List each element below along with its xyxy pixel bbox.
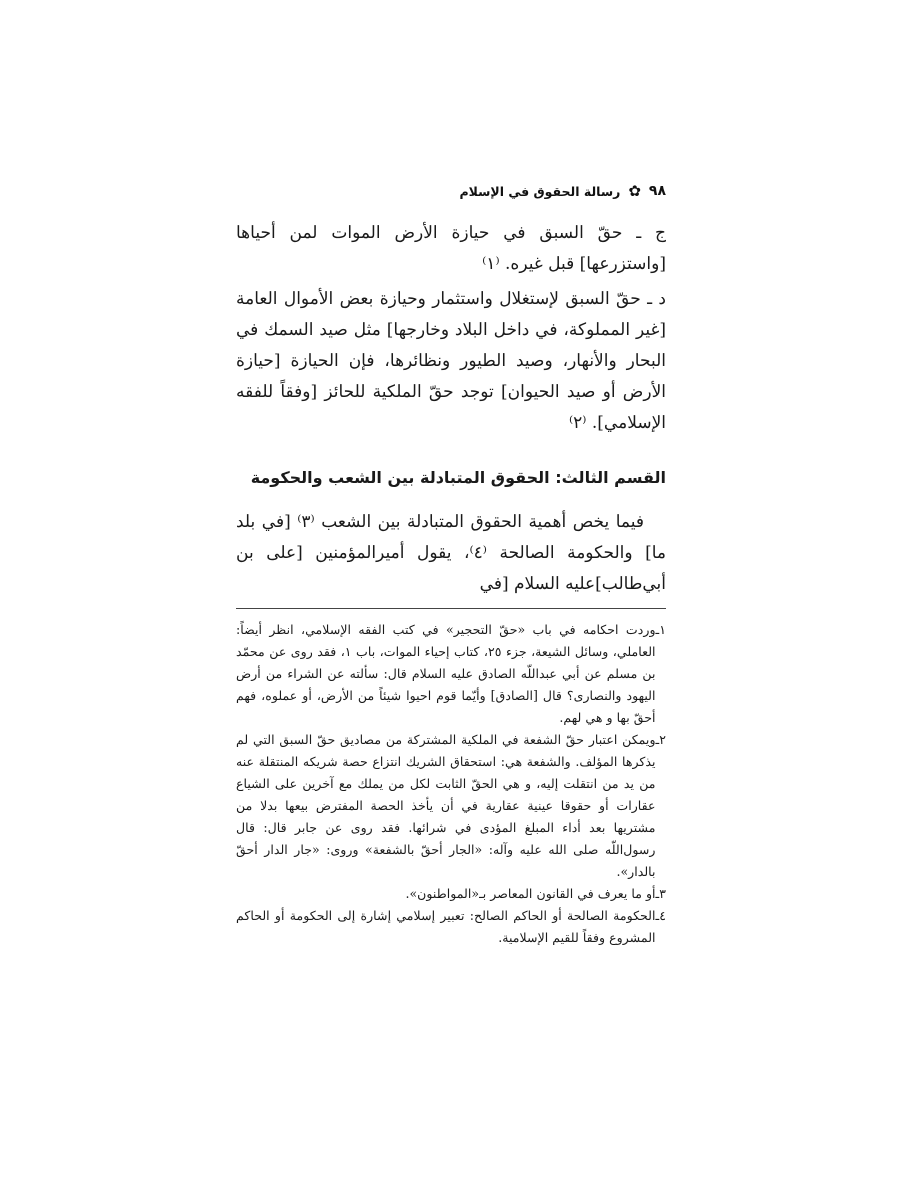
footnote-divider bbox=[236, 608, 666, 609]
section-heading: القسم الثالث: الحقوق المتبادلة بين الشعب والحكومة bbox=[250, 468, 666, 487]
book-page bbox=[236, 178, 666, 949]
footnotes bbox=[236, 619, 666, 949]
footnote-text: الحكومة الصالحة أو الحاكم الصالح: تعبير إسلامي إشارة إلى الحكومة أو الحاكم المشروع وفقاً للقيم الإسلامية. bbox=[236, 908, 656, 945]
list-item-c: ج ـ حقّ السبق في حيازة الأرض الموات لمن أحياها [واستزرعها] قبل غيره. ⁽١⁾ bbox=[236, 223, 666, 274]
footnote-text: ويمكن اعتبار حقّ الشفعة في الملكية المشتركة من مصاديق حقّ السبق التي لم يذكرها المؤلف. والشفعة هي: استحقاق الشريك انتزاع حصة شريكه المنتقلة عنه من يد من انتقلت إليه، و هي الحقّ الثابت لكل من يملك مع آخرين على الشياع عقارات أو حقوقا عينية عقارية في أن يأخذ الحصة المفترض بيعها بدلا من مشتريها بعد أداء المبلغ المؤدى في شرائها. فقد روى عن جابر قال: قال رسول‌اللّه صلى الله عليه وآله: «الجار أحقّ بالشفعة» وروى: «جار الدار أحقّ بالدار». bbox=[236, 732, 656, 879]
book-title: رسالة الحقوق في الإسلام bbox=[459, 183, 621, 199]
footnote-number: ٤ـ bbox=[655, 908, 666, 923]
footnote-3 bbox=[236, 883, 666, 905]
footnote-number: ٢ـ bbox=[655, 732, 666, 747]
footnote-number: ٣ـ bbox=[655, 886, 666, 901]
list-item-d: د ـ حقّ السبق لإستغلال واستثمار وحيازة بعض الأموال العامة [غير المملوكة، في داخل البلاد وخارجها] مثل صيد السمك في البحار والأنهار، وصيد الطيور ونظائرها، فإن الحيازة [حيازة الأرض أو صيد الحيوان] توجد حقّ الملكية للحائز [وفقاً للفقه الإسلامي]. ⁽٢⁾ bbox=[236, 289, 666, 433]
flower-ornament-icon: ✿ bbox=[628, 181, 641, 200]
running-header bbox=[236, 178, 666, 204]
section-paragraph: فيما يخص أهمية الحقوق المتبادلة بين الشعب ⁽٣⁾ [في بلد ما] والحكومة الصالحة ⁽٤⁾، يقول أميرالمؤمنين [على بن أبي‌طالب]عليه السلام [في bbox=[236, 512, 666, 594]
page-number: ٩٨ bbox=[648, 183, 666, 199]
main-text bbox=[236, 218, 666, 439]
footnote-4 bbox=[236, 905, 666, 949]
footnote-2 bbox=[236, 729, 666, 883]
footnote-number: ١ـ bbox=[655, 622, 666, 637]
footnote-text: وردت احكامه في باب «حقّ التحجير» في كتب الفقه الإسلامي، انظر أيضاً: العاملي، وسائل الشيعة، جزء ٢٥، كتاب إحياء الموات، باب ١، فقد روى عن محمّد بن مسلم عن أبي عبداللّه الصادق عليه السلام قال: سألته عن الشراء من أرض اليهود والنصارى؟ قال [الصادق] وأيّما قوم احيوا شيئاً من الأرض، أو عملوه، فهم أحقّ بها و هي لهم. bbox=[236, 622, 656, 725]
footnote-text: أو ما يعرف في القانون المعاصر بـ«المواطنون». bbox=[405, 886, 656, 901]
footnote-1 bbox=[236, 619, 666, 729]
